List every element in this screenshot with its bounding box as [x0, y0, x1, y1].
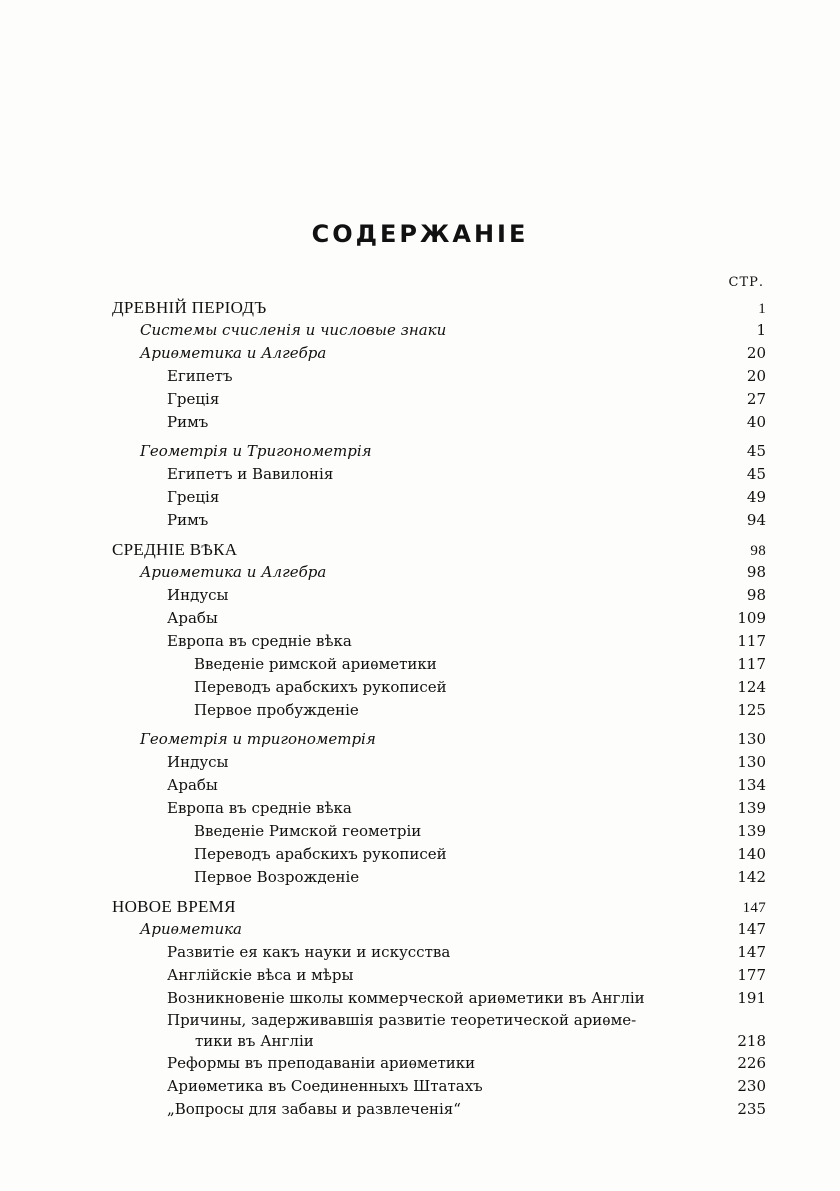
toc-entry[interactable]	[112, 843, 766, 866]
toc-entry[interactable]	[112, 607, 766, 630]
toc-entry[interactable]	[112, 653, 766, 676]
toc-entry[interactable]	[112, 463, 766, 486]
toc-entry-title: ДРЕВНІЙ ПЕРІОДЪ	[112, 298, 267, 317]
toc-entry[interactable]	[112, 964, 766, 987]
toc-entry-title: Реформы въ преподаваніи ариѳметики	[167, 1054, 476, 1072]
toc-entry-page: 20	[746, 367, 766, 385]
toc-entry-page: 20	[746, 344, 766, 362]
toc-entry-page: 45	[746, 465, 766, 483]
toc-entry-title-line2: тики въ Англіи	[195, 1032, 314, 1050]
toc-entry[interactable]	[112, 866, 766, 889]
toc-entry-page: 226	[737, 1054, 766, 1072]
toc-entry-title: Геометрія и Тригонометрія	[140, 442, 372, 460]
toc-entry-title: Египетъ	[167, 367, 233, 385]
toc-entry-page: 139	[737, 799, 766, 817]
toc-entry[interactable]	[112, 388, 766, 411]
toc-entry-page: 134	[737, 776, 766, 794]
toc-entry[interactable]	[112, 365, 766, 388]
toc-entry[interactable]	[112, 296, 766, 319]
toc-entry-title: Первое пробужденіе	[194, 701, 359, 719]
toc-entry-title: Греція	[167, 488, 220, 506]
toc-entry-page: 177	[737, 966, 766, 984]
toc-entry-title: Англійскіе вѣса и мѣры	[167, 966, 354, 984]
toc-entry[interactable]	[112, 1010, 766, 1052]
toc-entry-page: 1	[756, 321, 766, 339]
toc-entry-page: 147	[737, 943, 766, 961]
toc-entry-page: 49	[746, 488, 766, 506]
toc-entry-title: Европа въ средніе вѣка	[167, 799, 352, 817]
toc-entry[interactable]	[112, 1052, 766, 1075]
toc-entry-title: Арабы	[167, 776, 218, 794]
toc-entry-title: Европа въ средніе вѣка	[167, 632, 352, 650]
toc-entry-title: Индусы	[167, 753, 229, 771]
toc-entry-title: Ариѳметика	[140, 920, 243, 938]
toc-entry[interactable]	[112, 774, 766, 797]
toc-entry[interactable]	[112, 342, 766, 365]
toc-entry-page: 109	[737, 609, 766, 627]
toc-entry-title: „Вопросы для забавы и развлеченія“	[167, 1100, 461, 1118]
toc-entry[interactable]	[112, 319, 766, 342]
toc-entry-title: Ариѳметика и Алгебра	[140, 344, 327, 362]
toc-entry-page: 130	[737, 753, 766, 771]
toc-entry-page: 117	[737, 655, 766, 673]
toc-entry[interactable]	[112, 728, 766, 751]
toc-entry-page: 230	[737, 1077, 766, 1095]
toc-entry[interactable]	[112, 895, 766, 918]
toc-entry-page: 142	[737, 868, 766, 886]
toc-entry-page: 140	[737, 845, 766, 863]
toc-entry-page: 27	[746, 390, 766, 408]
toc-entry[interactable]	[112, 630, 766, 653]
toc-entry-page: 94	[746, 511, 766, 529]
toc-entry-page: 147	[742, 900, 766, 916]
toc-entry-title: Ариѳметика и Алгебра	[140, 563, 327, 581]
toc-entry-page: 45	[746, 442, 766, 460]
toc-entry-page: 1	[758, 301, 766, 317]
toc-entry[interactable]	[112, 918, 766, 941]
toc-entry-page: 139	[737, 822, 766, 840]
toc-entry[interactable]	[112, 411, 766, 434]
toc-entry-title: Системы счисленія и числовые знаки	[140, 321, 447, 339]
toc-entry-title: Греція	[167, 390, 220, 408]
toc-entry-page: 125	[737, 701, 766, 719]
toc-entry[interactable]	[112, 1075, 766, 1098]
toc-entry-title: Индусы	[167, 586, 229, 604]
toc-entry-title: НОВОЕ ВРЕМЯ	[112, 897, 236, 916]
toc-entry-page: 124	[737, 678, 766, 696]
toc-entry-page: 191	[737, 989, 766, 1007]
toc-entry-title: Развитіе ея какъ науки и искусства	[167, 943, 451, 961]
toc-entry-page: 130	[737, 730, 766, 748]
toc-entry-title: Ариѳметика въ Соединенныхъ Штатахъ	[167, 1077, 483, 1095]
toc-entry-page: 218	[737, 1032, 766, 1050]
toc-entry-title: Геометрія и тригонометрія	[140, 730, 376, 748]
page-title: СОДЕРЖАНІЕ	[311, 220, 529, 248]
toc-entry-title: Введеніе Римской геометріи	[194, 822, 422, 840]
toc-entry[interactable]	[112, 820, 766, 843]
toc-entry-title: Переводъ арабскихъ рукописей	[194, 845, 447, 863]
toc-entry-title: Возникновеніе школы коммерческой ариѳметики въ Англіи	[167, 989, 645, 1007]
toc-entry-title	[112, 1010, 726, 1052]
toc-entry-title: Римъ	[167, 511, 209, 529]
toc-entry-title: Арабы	[167, 609, 218, 627]
toc-entry[interactable]	[112, 584, 766, 607]
toc-entry-page: 117	[737, 632, 766, 650]
toc-entry[interactable]	[112, 987, 766, 1010]
toc-entry-title-line1: Причины, задерживавшія развитіе теоретической ариѳме-	[167, 1011, 637, 1029]
toc-entry-page: 235	[737, 1100, 766, 1118]
toc-entry-title: СРЕДНІЕ ВѢКА	[112, 540, 238, 559]
toc-entry-title: Римъ	[167, 413, 209, 431]
toc-entry-title: Введеніе римской ариѳметики	[194, 655, 437, 673]
toc-entry[interactable]	[112, 1098, 766, 1121]
toc-entry-page: 40	[746, 413, 766, 431]
toc-entry-title: Переводъ арабскихъ рукописей	[194, 678, 447, 696]
toc-entry[interactable]	[112, 797, 766, 820]
toc-entry[interactable]	[112, 509, 766, 532]
toc-entry[interactable]	[112, 941, 766, 964]
toc-entry[interactable]	[112, 676, 766, 699]
toc-entry[interactable]	[112, 538, 766, 561]
toc-entry-page: 98	[746, 563, 766, 581]
toc-entry-title: Первое Возрожденіе	[194, 868, 360, 886]
toc-entry-page: 147	[737, 920, 766, 938]
toc-entry[interactable]	[112, 751, 766, 774]
toc-entry-title: Египетъ и Вавилонія	[167, 465, 334, 483]
toc-entry[interactable]	[112, 699, 766, 722]
toc-entry-page: 98	[750, 543, 766, 559]
table-of-contents	[112, 296, 766, 1121]
toc-entry[interactable]	[112, 486, 766, 509]
toc-entry[interactable]	[112, 440, 766, 463]
toc-entry[interactable]	[112, 561, 766, 584]
page-column-label: СТР.	[728, 275, 764, 290]
toc-entry-page: 98	[746, 586, 766, 604]
